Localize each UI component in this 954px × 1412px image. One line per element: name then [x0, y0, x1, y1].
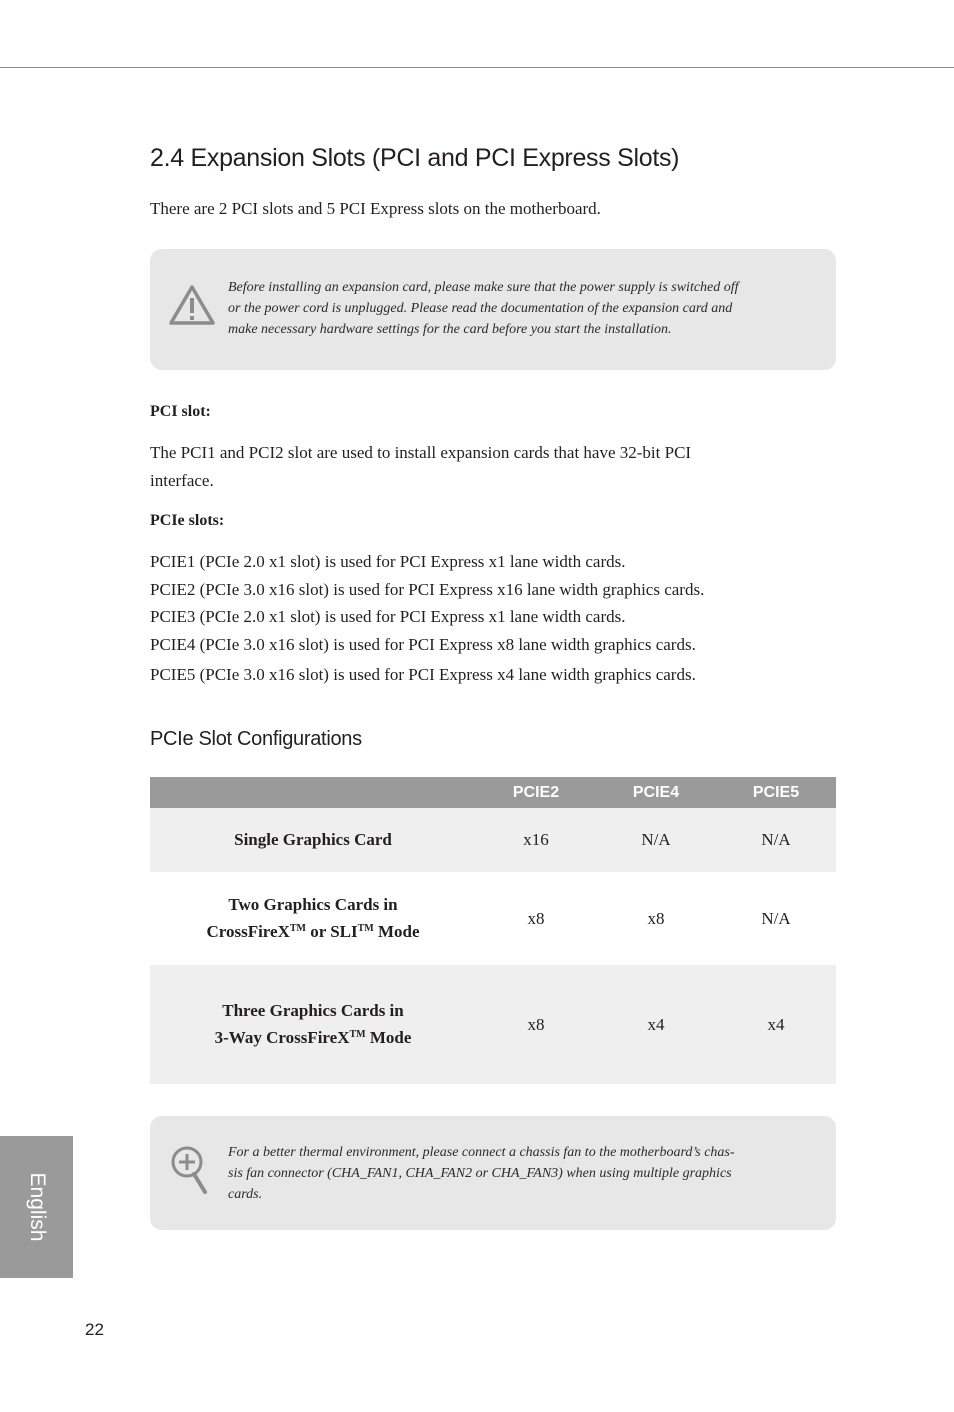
tip-text — [228, 1142, 735, 1205]
tip-line: cards. — [228, 1187, 263, 1202]
pcie-slot-line: PCIE1 (PCIe 2.0 x1 slot) is used for PCI Express x1 lane width cards. — [150, 552, 626, 571]
pcie-slot-line: PCIE2 (PCIe 3.0 x16 slot) is used for PCI Express x16 lane width graphics cards. — [150, 580, 705, 599]
caution-line: Before installing an expansion card, please make sure that the power supply is switched off — [228, 280, 739, 295]
row-label-line: CrossFireX™ or SLI™ Mode — [206, 922, 420, 941]
table-cell: N/A — [641, 830, 671, 849]
language-label: English — [25, 1172, 49, 1242]
row-label: Single Graphics Card — [234, 830, 392, 849]
row-label — [150, 997, 476, 1051]
trademark-mark: TM — [289, 923, 306, 934]
table-cell: x16 — [523, 830, 549, 849]
intro-text: There are 2 PCI slots and 5 PCI Express slots on the motherboard. — [150, 199, 601, 218]
row-label — [150, 891, 476, 945]
config-heading: PCIe Slot Configurations — [150, 728, 362, 750]
pci-text-line: The PCI1 and PCI2 slot are used to install expansion cards that have 32-bit PCI — [150, 443, 692, 462]
pcie-slot-line: PCIE3 (PCIe 2.0 x1 slot) is used for PCI Express x1 lane width cards. — [150, 607, 626, 626]
table-row — [150, 965, 836, 1084]
tip-callout — [150, 1116, 836, 1230]
table-cell: N/A — [761, 909, 791, 928]
table-row — [150, 808, 836, 872]
column-header: PCIE4 — [632, 784, 680, 801]
table-cell: x8 — [527, 909, 545, 928]
header-rule — [0, 67, 954, 68]
table-header — [150, 777, 836, 808]
pcie-slot-line: PCIE5 (PCIe 3.0 x16 slot) is used for PCI Express x4 lane width graphics cards. — [150, 665, 696, 684]
table-cell: N/A — [761, 830, 791, 849]
table-cell: x8 — [647, 909, 665, 928]
caution-text — [228, 277, 739, 340]
caution-line: or the power cord is unplugged. Please read the documentation of the expansion card and — [228, 301, 733, 316]
row-label-line: 3-Way CrossFireX™ Mode — [214, 1028, 412, 1047]
caution-line: make necessary hardware settings for the card before you start the installation. — [228, 322, 672, 337]
table-cell: x4 — [647, 1015, 665, 1034]
row-label-line: Two Graphics Cards in — [228, 895, 398, 914]
trademark-mark: TM — [349, 1029, 366, 1040]
column-header: PCIE2 — [512, 784, 560, 801]
magnifier-plus-icon — [170, 1144, 210, 1201]
pci-heading: PCI slot: — [150, 403, 211, 420]
pcie-heading: PCIe slots: — [150, 512, 225, 529]
caution-callout — [150, 249, 836, 370]
table-cell: x4 — [767, 1015, 785, 1034]
column-header: PCIE5 — [752, 784, 800, 801]
language-tab — [0, 1136, 73, 1278]
section-heading: 2.4 Expansion Slots (PCI and PCI Express Slots) — [150, 144, 680, 172]
table-cell: x8 — [527, 1015, 545, 1034]
tip-line: For a better thermal environment, please connect a chassis fan to the motherboard’s chas- — [228, 1145, 735, 1160]
table-row — [150, 872, 836, 965]
warning-triangle-icon — [168, 283, 216, 332]
row-label-line: Three Graphics Cards in — [222, 1001, 404, 1020]
pcie-config-table — [150, 777, 836, 1084]
tip-line: sis fan connector (CHA_FAN1, CHA_FAN2 or CHA_FAN3) when using multiple graphics — [228, 1166, 732, 1181]
page-number: 22 — [85, 1320, 104, 1339]
pci-text-line: interface. — [150, 471, 214, 490]
trademark-mark: TM — [357, 923, 374, 934]
pcie-slot-line: PCIE4 (PCIe 3.0 x16 slot) is used for PCI Express x8 lane width graphics cards. — [150, 635, 696, 654]
